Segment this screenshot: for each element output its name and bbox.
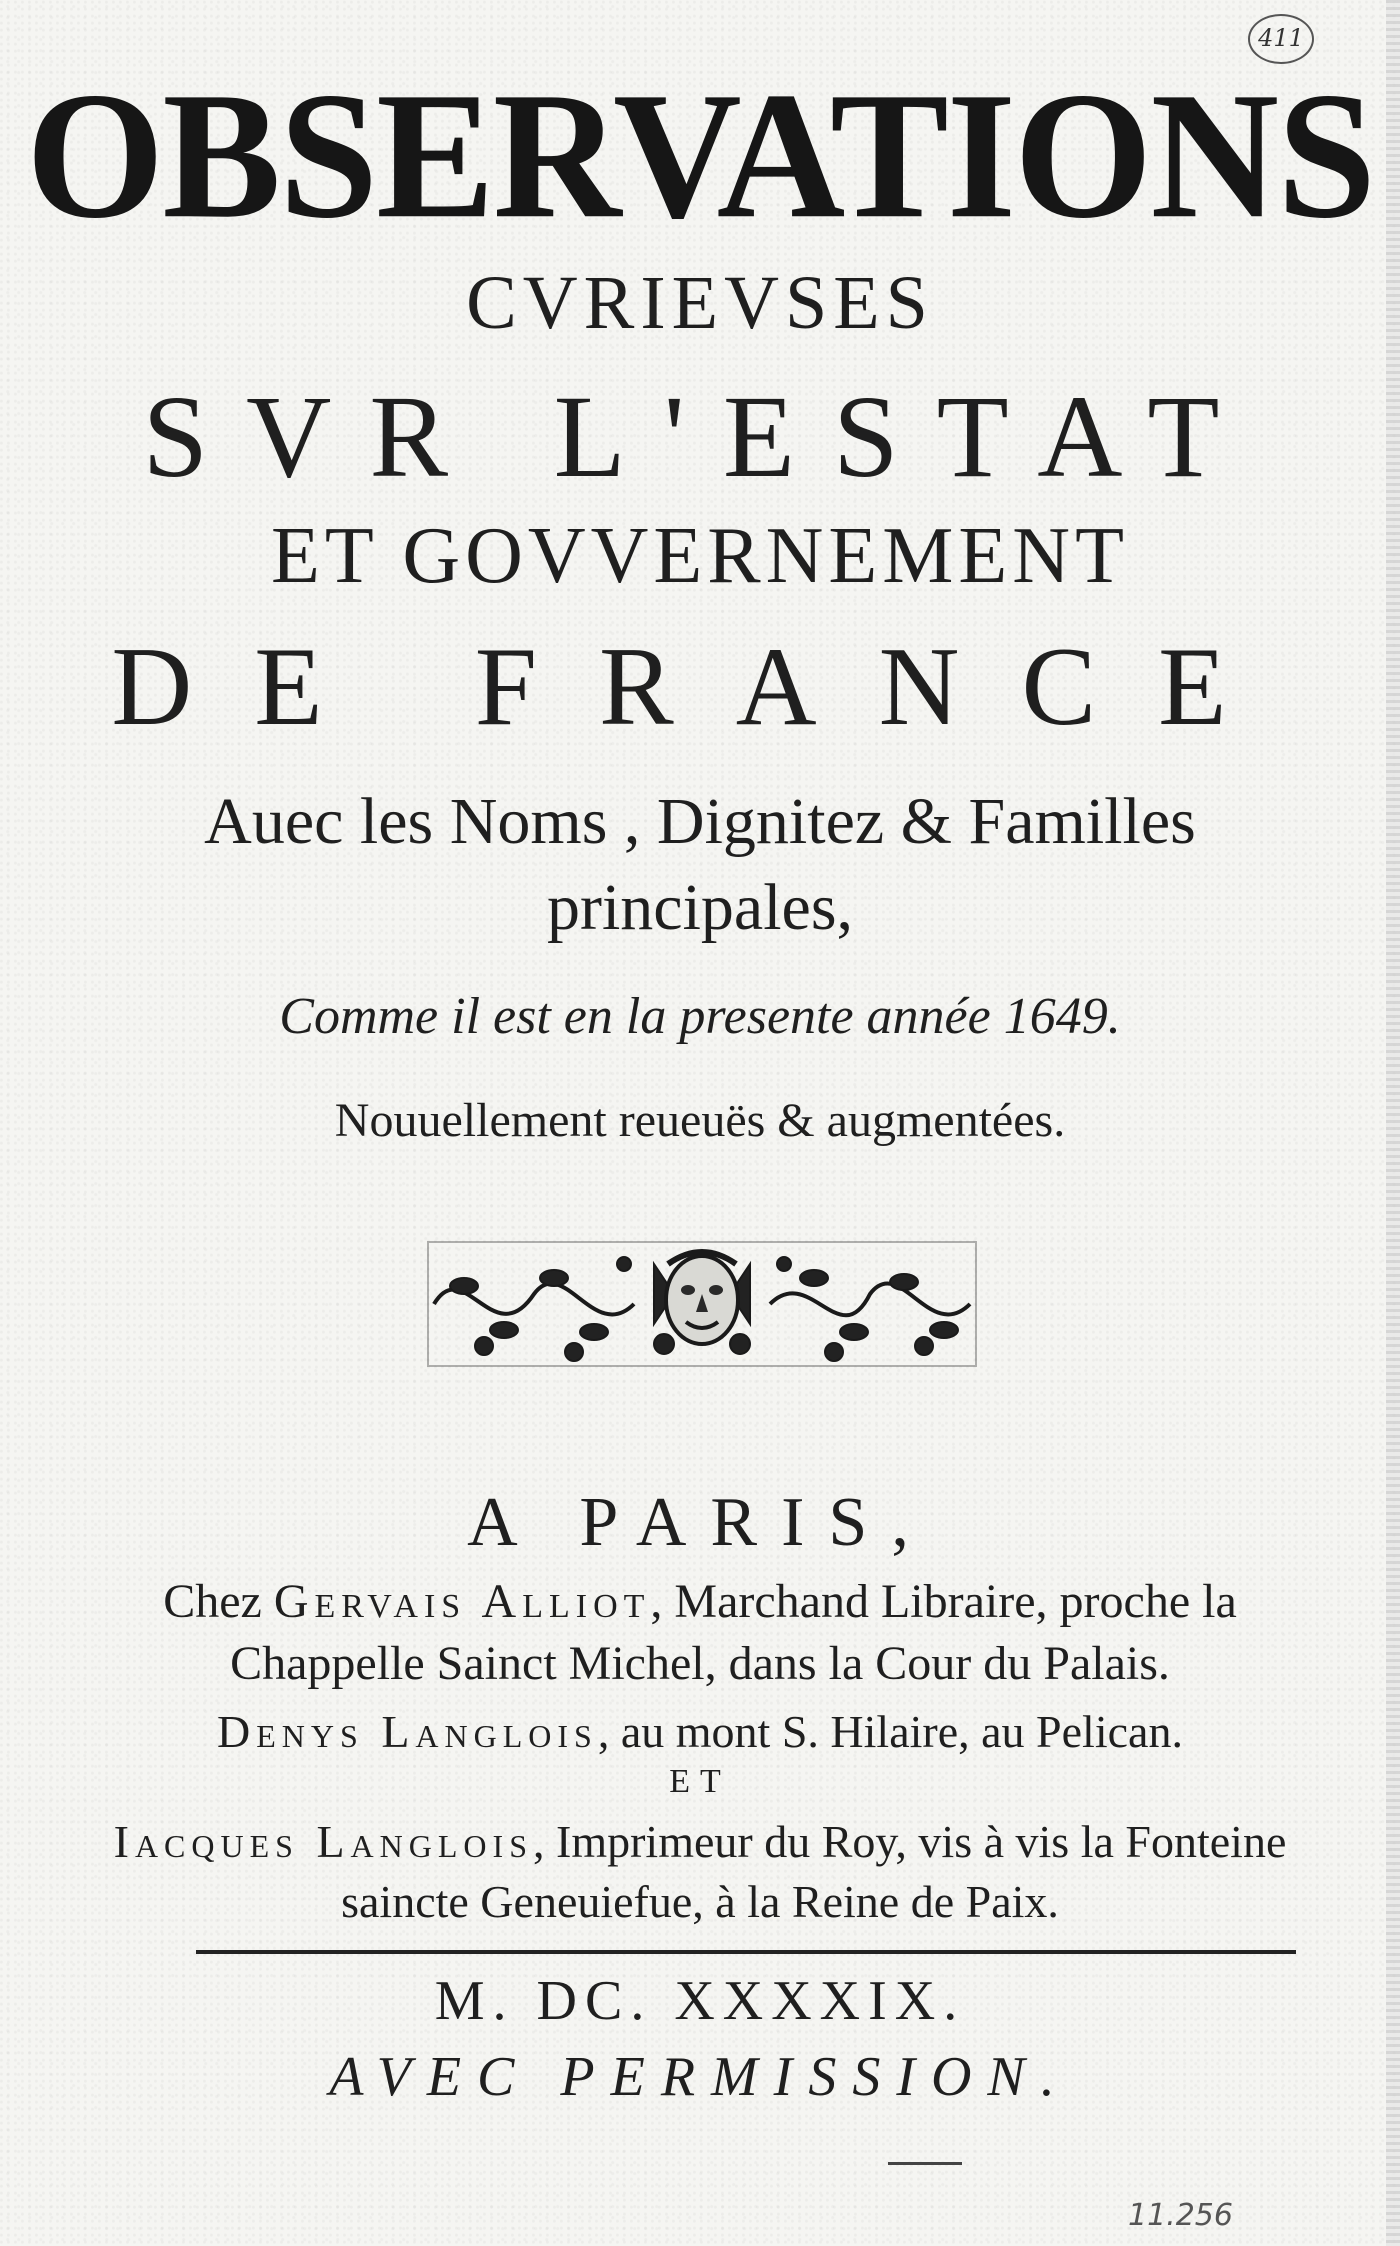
printer-name-alliot: Gervais Alliot [273,1575,651,1628]
small-dash [888,2162,962,2165]
publication-date: M. DC. XXXXIX. [434,1970,966,2032]
description-line-1: Auec les Noms , Dignitez & Familles [204,785,1196,858]
imprint-line-1 [0,1572,1400,1632]
imprint-place: A PARIS, [467,1484,933,1561]
imprint-line-2: Chappelle Sainct Michel, dans la Cour du Palais. [230,1637,1170,1690]
subtitle-line-2: SVR L'ESTAT [142,371,1258,502]
mask-face [666,1252,738,1344]
printer-name-denys-langlois: Denys Langlois [217,1706,598,1757]
imprint-line-6: saincte Geneuiefue, à la Reine de Paix. [341,1876,1059,1927]
imprint-line-3 [0,1702,1400,1762]
horizontal-rule [196,1950,1296,1954]
imprint-line-3-suffix: , au mont S. Hilaire, au Pelican. [597,1706,1183,1757]
floral-ornament [424,1234,980,1374]
folio-number: 411 [1248,14,1314,64]
imprint-line-5 [0,1812,1400,1872]
imprint-line-1-suffix: , Marchand Libraire, proche la [650,1575,1237,1628]
permission-line: AVEC PERMISSION. [329,2046,1071,2108]
imprint-conjunction: ET [669,1763,731,1800]
subtitle-line-4: DE FRANCE [111,625,1289,749]
subtitle-line-3: ET GOVVERNEMENT [271,512,1129,600]
shelfmark-annotation: 11.256 [1128,2198,1233,2233]
printer-name-iacques-langlois: Iacques Langlois [113,1816,533,1867]
edition-line: Nouuellement reueuës & augmentées. [334,1094,1066,1147]
imprint-line-5-suffix: , Imprimeur du Roy, vis à vis la Fonteine [533,1816,1287,1867]
subtitle-line-1: CVRIEVSES [466,261,934,345]
year-line: Comme il est en la presente année 1649. [279,988,1121,1045]
description-line-2: principales, [546,871,854,944]
imprint-prefix: Chez [163,1575,274,1628]
main-title: OBSERVATIONS [25,54,1375,256]
